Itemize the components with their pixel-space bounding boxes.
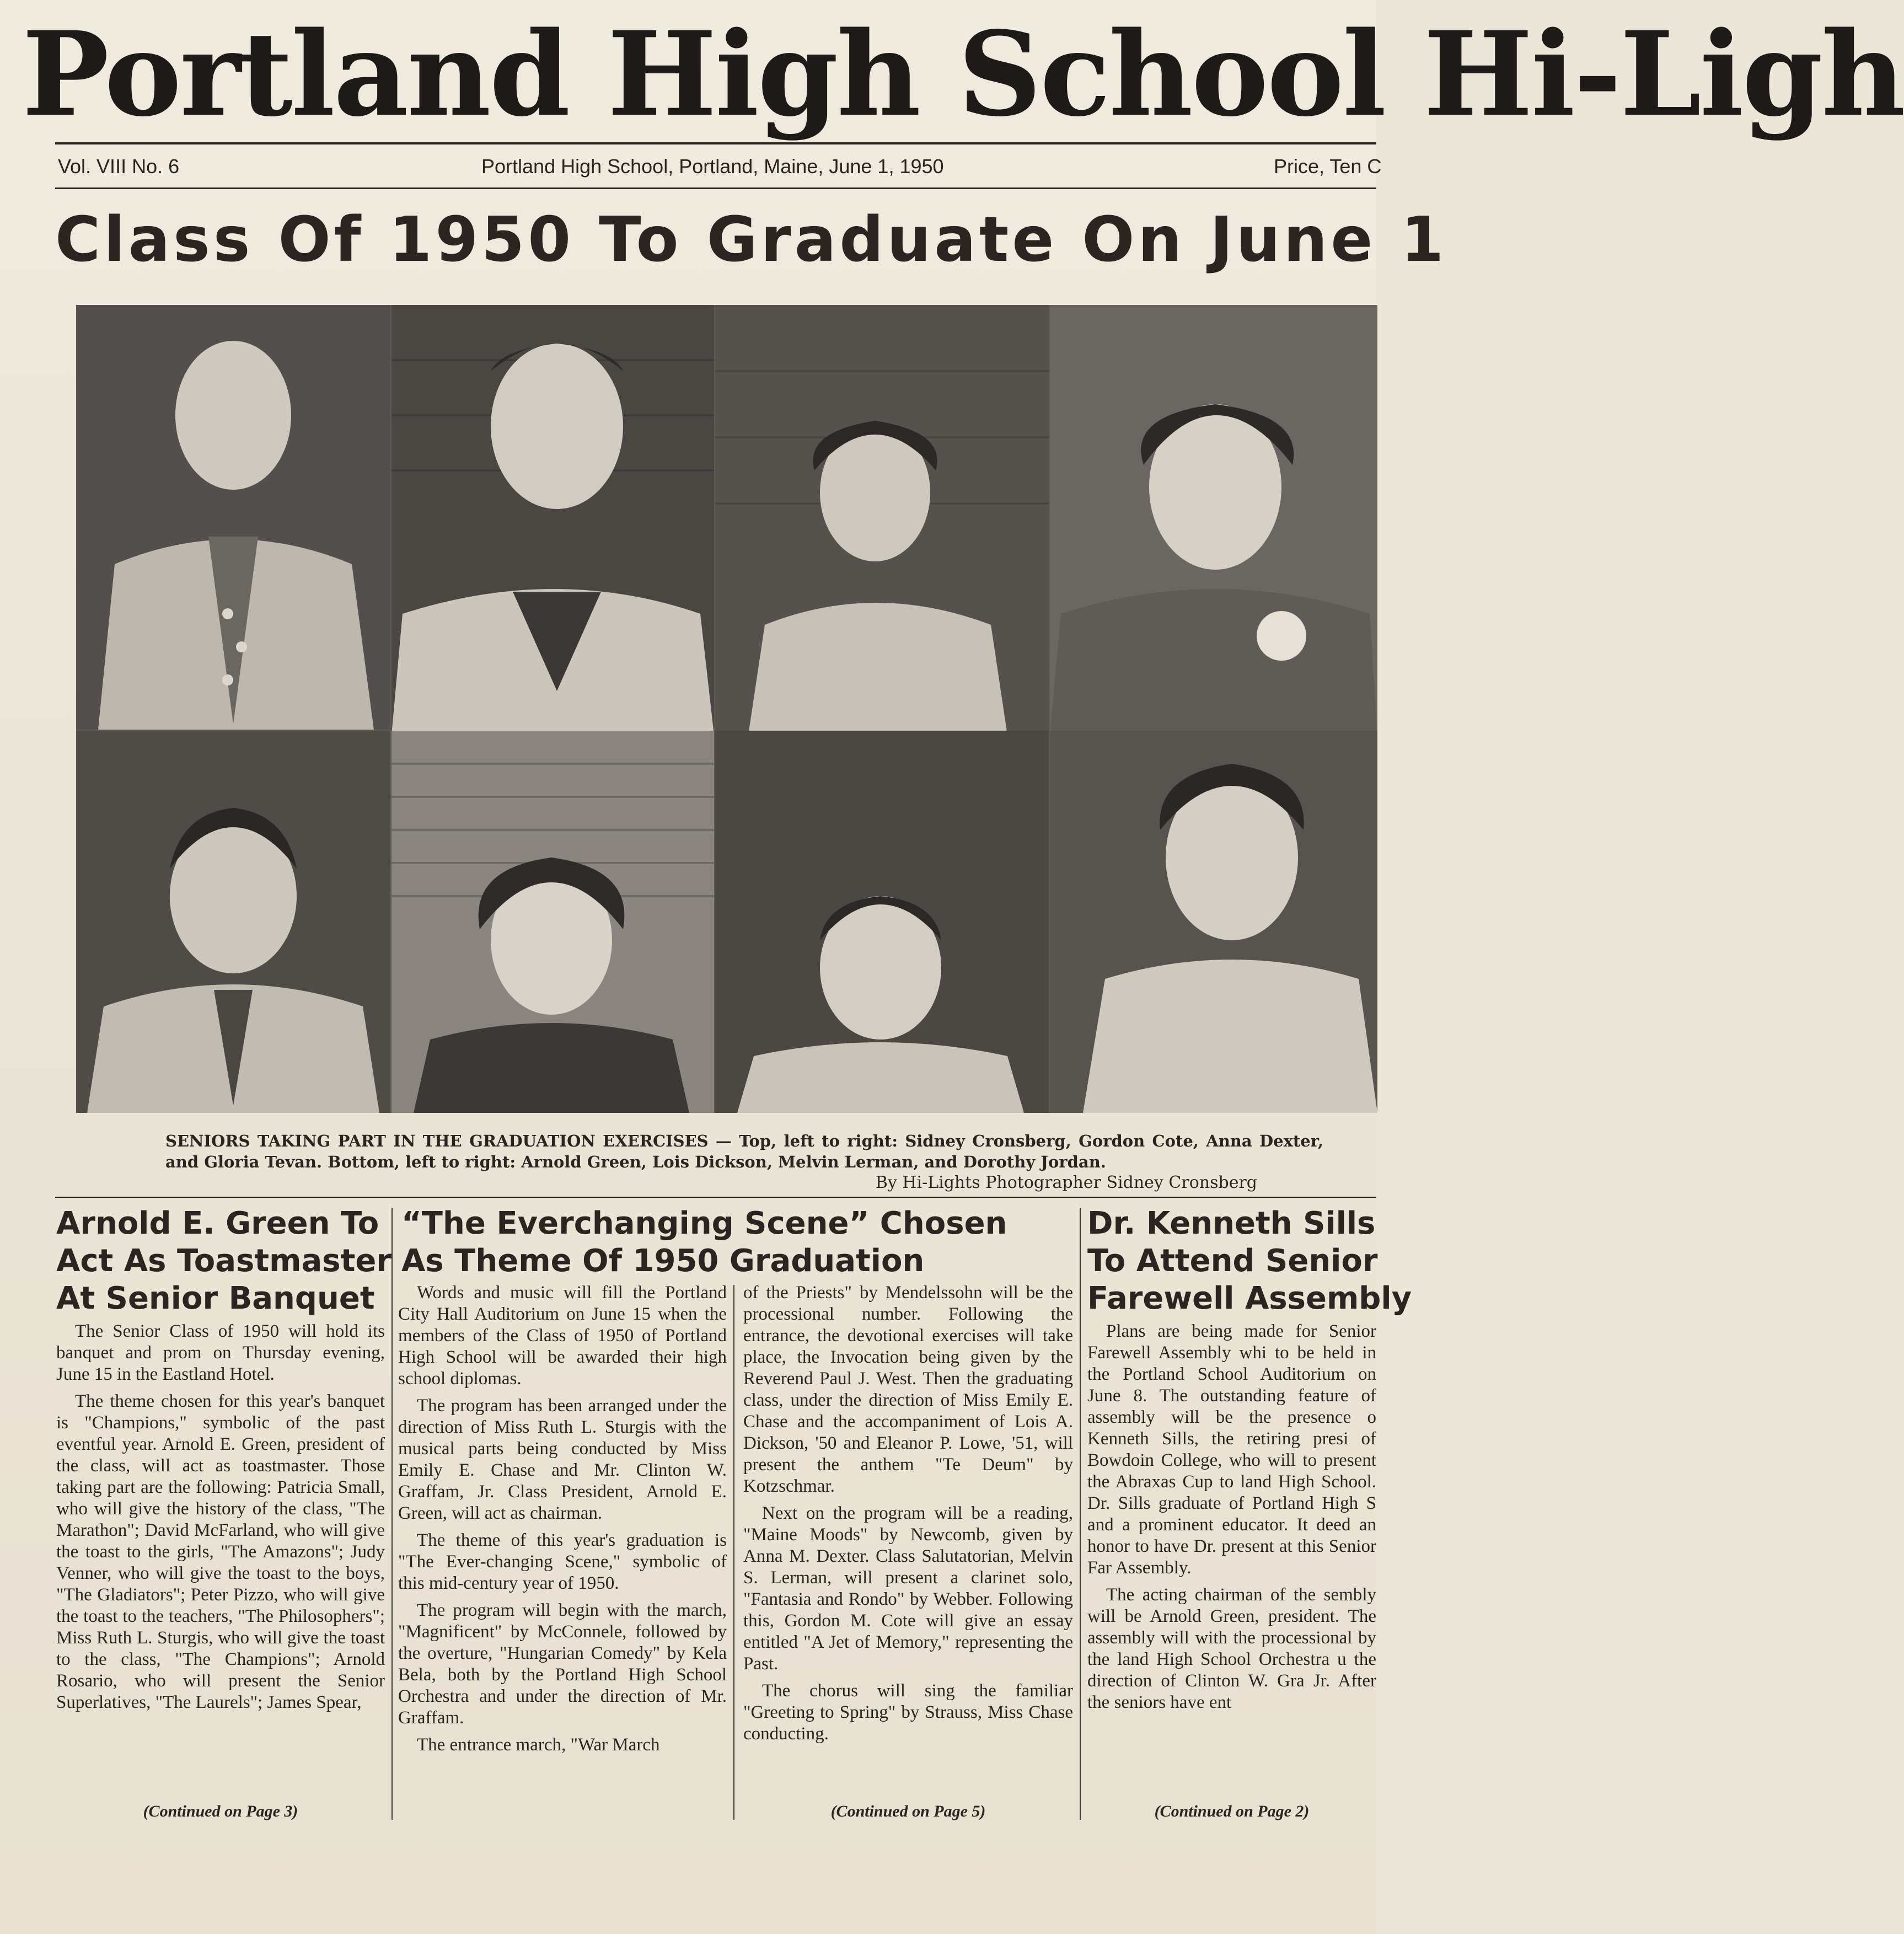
story2-column1 [398, 1282, 727, 1761]
column-rule-2 [733, 1285, 734, 1820]
story1-body [56, 1321, 385, 1719]
story2-col2-para1: of the Priests" by Mendelssohn will be the processional number. Following the entrance, the devotional exercises will take place, the Invocation being given by the Reverend Paul J. West. Then the graduating class, under the direction of Miss Emily E. Chase and the accompaniment of Lois A. Dickson, '50 and Eleanor P. Lowe, '51, will present the anthem "Te Deum" by Kotzschmar. [743, 1283, 1073, 1496]
portrait-gloria-tevan [1050, 305, 1377, 735]
story3-headline [1087, 1205, 1412, 1317]
portrait-anna-dexter [715, 305, 1049, 735]
price: Price, Ten C [1274, 155, 1382, 178]
story2-col1-para3: The theme of this year's graduation is "The Ever-changing Scene," symbolic of this mid-century year of 1950. [398, 1530, 727, 1593]
volume-number: Vol. VIII No. 6 [58, 155, 180, 178]
senior-photo-grid [76, 305, 1377, 1113]
column-rule-3 [1080, 1208, 1081, 1820]
story3-para2: The acting chairman of the sembly will be Arnold Green, president. The assembly will with the processional by the land High School Orchestra u the direction of Clinton W. Gra Jr. After the seniors have ent [1087, 1585, 1376, 1712]
story1-continued: (Continued on Page 3) [143, 1802, 298, 1820]
story1-para2: The theme chosen for this year's banquet is "Champions," symbolic of the past eventful year. Arnold E. Green, president of the class, will act as toastmaster. Those taking part are the following: Patricia Small, who will give the history of the class, "The Marathon"; David McFarland, who will give the toast to the girls, "The Amazons"; Judy Venner, who will give the toast to the boys, "The Gladiators"; Peter Pizzo, who will give the toast to the teachers, "The Philosophers"; Miss Ruth L. Sturgis, who will give the toast to the class, "The Champions"; Arnold Rosario, who will present the Senior Superlatives, "The Laurels"; James Spear, [56, 1391, 385, 1712]
story3-body [1087, 1321, 1376, 1795]
story2-col2-para2: Next on the program will be a reading, "Maine Moods" by Newcomb, given by Anna M. Dexter. Class Salutatorian, Melvin S. Lerman, will present a clarinet solo, "Fantasia and Rondo" by Webber. Following this, Gordon M. Cote will give an essay entitled "A Jet of Memory," representing the Past. [743, 1503, 1073, 1674]
story2-headline-line1: “The Everchanging Scene” Chosen [401, 1206, 1007, 1241]
portrait-melvin-lerman [715, 731, 1049, 1113]
story1-headline [56, 1205, 391, 1317]
dateline: Portland High School, Portland, Maine, June 1, 1950 [481, 155, 944, 178]
portrait-arnold-green [76, 731, 390, 1113]
portrait-sidney-cronsberg [76, 305, 390, 730]
story3-continued: (Continued on Page 2) [1154, 1802, 1310, 1820]
story1-para1: The Senior Class of 1950 will hold its banquet and prom on Thursday evening, June 15 in the Eastland Hotel. [56, 1321, 385, 1384]
caption-text: SENIORS TAKING PART IN THE GRADUATION EXERCISES — Top, left to right: Sidney Cronsberg, Gordon Cote, Anna Dexter, and Gloria Tevan. Bottom, left to right: Arnold Green, Lois Dickson, Melvin Lerman, and Dorothy Jordan. [165, 1132, 1323, 1171]
photo-caption [165, 1131, 1323, 1193]
story2-headline [401, 1205, 1007, 1280]
story2-col1-para4: The program will begin with the march, "Magnificent" by McConnele, followed by the overture, "Hungarian Comedy" by Kela Bela, both by the Portland High School Orchestra and under the direction of Mr. Graffam. [398, 1600, 727, 1728]
masthead-title: Portland High School Hi-Ligh [22, 6, 1904, 142]
story3-para1: Plans are being made for Senior Farewell Assembly whi to be held in the Portland School Auditorium on June 8. The outstanding feature of assembly will be the presence o Kenneth Sills, the retiring presi of Bowdoin College, who will to present the Abraxas Cup to land High School. Dr. Sills graduate of Portland High S and a prominent educator. It deed an honor to have Dr. present at this Senior Far Assembly. [1087, 1321, 1376, 1578]
story2-col1-para5: The entrance march, "War March [417, 1735, 660, 1755]
portrait-dorothy-jordan [1050, 731, 1377, 1113]
portrait-gordon-cote [391, 305, 714, 735]
story3-headline-line1: Dr. Kenneth Sills [1087, 1206, 1376, 1241]
portrait-lois-dickson [391, 731, 714, 1113]
story3-headline-line3: Farewell Assembly [1087, 1281, 1412, 1316]
story2-col1-para2: The program has been arranged under the direction of Miss Ruth L. Sturgis with the musical parts being conducted by Miss Emily E. Chase and Mr. Clinton W. Graffam, Jr. Class President, Arnold E. Green, will act as chairman. [398, 1396, 727, 1523]
story2-col1-para1: Words and music will fill the Portland City Hall Auditorium on June 15 when the members of the Class of 1950 of Portland High School will be awarded their high school diplomas. [398, 1283, 727, 1389]
masthead-rule-bottom [55, 187, 1376, 189]
story2-column2 [743, 1282, 1073, 1750]
story2-headline-line2: As Theme Of 1950 Graduation [401, 1243, 925, 1279]
masthead-rule-top [55, 142, 1376, 144]
main-headline: Class Of 1950 To Graduate On June 1 [55, 204, 1447, 276]
photo-credit: By Hi-Lights Photographer Sidney Cronsberg [875, 1173, 1257, 1192]
story1-headline-line2: Act As Toastmaster [56, 1243, 391, 1279]
story2-continued: (Continued on Page 5) [830, 1802, 986, 1820]
story3-headline-line2: To Attend Senior [1087, 1243, 1378, 1279]
story1-headline-line1: Arnold E. Green To [56, 1206, 379, 1241]
column-rule-1 [391, 1208, 393, 1820]
story1-headline-line3: At Senior Banquet [56, 1281, 375, 1316]
caption-rule [55, 1197, 1376, 1198]
story2-col2-para3: The chorus will sing the familiar "Greeting to Spring" by Strauss, Miss Chase conducting. [743, 1681, 1073, 1744]
